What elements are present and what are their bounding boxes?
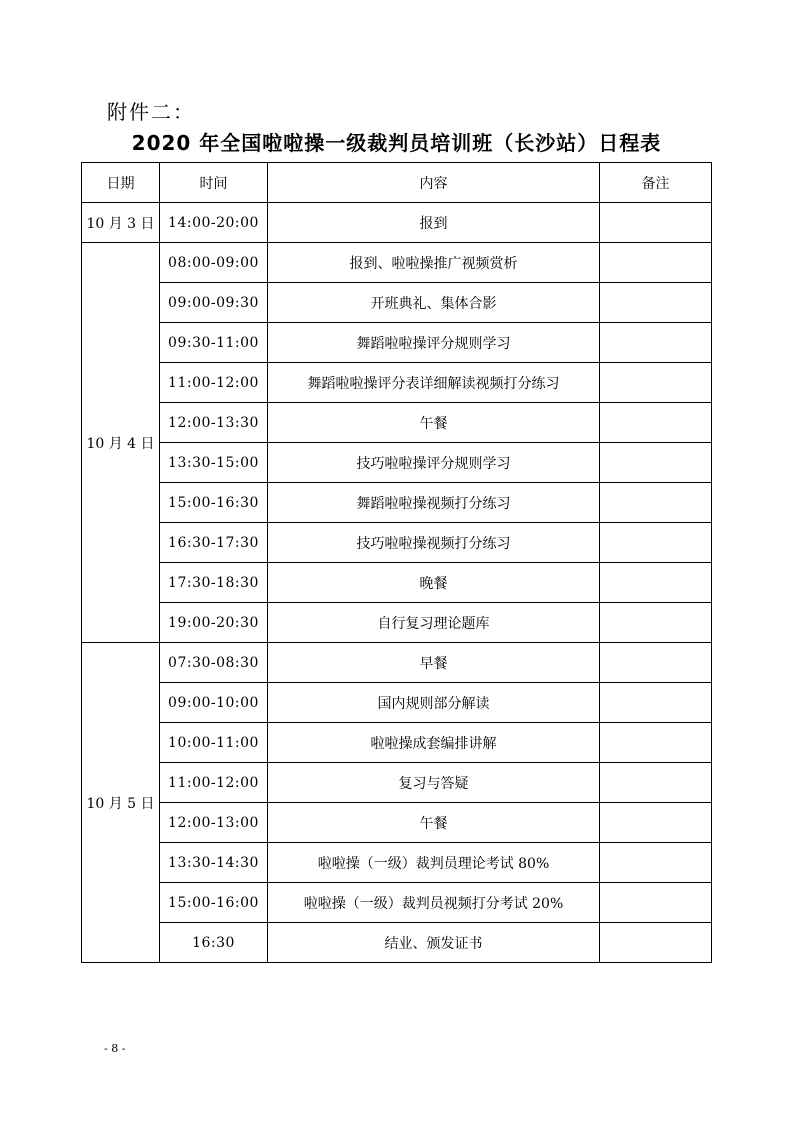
- remarks-cell: [600, 723, 712, 763]
- remarks-cell: [600, 483, 712, 523]
- time-cell: 09:30-11:00: [160, 323, 268, 363]
- time-cell: 10:00-11:00: [160, 723, 268, 763]
- schedule-table: [81, 162, 712, 963]
- content-cell: 啦啦操（一级）裁判员视频打分考试 20%: [268, 883, 600, 923]
- content-cell: 国内规则部分解读: [268, 683, 600, 723]
- time-cell: 15:00-16:00: [160, 883, 268, 923]
- header-time: 时间: [160, 163, 268, 203]
- remarks-cell: [600, 643, 712, 683]
- table-row: [82, 603, 712, 643]
- table-row: [82, 323, 712, 363]
- content-cell: 舞蹈啦啦操视频打分练习: [268, 483, 600, 523]
- content-cell: 午餐: [268, 403, 600, 443]
- header-date: 日期: [82, 163, 160, 203]
- remarks-cell: [600, 523, 712, 563]
- attachment-label: 附件二：: [107, 100, 195, 124]
- remarks-cell: [600, 403, 712, 443]
- table-row: [82, 803, 712, 843]
- content-cell: 午餐: [268, 803, 600, 843]
- time-cell: 09:00-10:00: [160, 683, 268, 723]
- content-cell: 报到、啦啦操推广视频赏析: [268, 243, 600, 283]
- content-cell: 舞蹈啦啦操评分规则学习: [268, 323, 600, 363]
- table-row: [82, 523, 712, 563]
- time-cell: 11:00-12:00: [160, 363, 268, 403]
- time-cell: 19:00-20:30: [160, 603, 268, 643]
- content-cell: 早餐: [268, 643, 600, 683]
- date-cell: 10 月 5 日: [82, 643, 160, 963]
- table-row: [82, 883, 712, 923]
- content-cell: 啦啦操（一级）裁判员理论考试 80%: [268, 843, 600, 883]
- time-cell: 13:30-15:00: [160, 443, 268, 483]
- remarks-cell: [600, 883, 712, 923]
- remarks-cell: [600, 243, 712, 283]
- time-cell: 08:00-09:00: [160, 243, 268, 283]
- table-row: [82, 723, 712, 763]
- table-row: [82, 683, 712, 723]
- content-cell: 报到: [268, 203, 600, 243]
- remarks-cell: [600, 283, 712, 323]
- date-cell: 10 月 3 日: [82, 203, 160, 243]
- table-row: [82, 363, 712, 403]
- content-cell: 舞蹈啦啦操评分表详细解读视频打分练习: [268, 363, 600, 403]
- time-cell: 15:00-16:30: [160, 483, 268, 523]
- content-cell: 晚餐: [268, 563, 600, 603]
- remarks-cell: [600, 843, 712, 883]
- content-cell: 啦啦操成套编排讲解: [268, 723, 600, 763]
- remarks-cell: [600, 443, 712, 483]
- content-cell: 自行复习理论题库: [268, 603, 600, 643]
- content-cell: 技巧啦啦操视频打分练习: [268, 523, 600, 563]
- table-row: [82, 563, 712, 603]
- remarks-cell: [600, 563, 712, 603]
- table-row: [82, 923, 712, 963]
- table-row: [82, 483, 712, 523]
- remarks-cell: [600, 603, 712, 643]
- time-cell: 12:00-13:30: [160, 403, 268, 443]
- table-row: [82, 243, 712, 283]
- time-cell: 14:00-20:00: [160, 203, 268, 243]
- table-row: [82, 403, 712, 443]
- table-row: [82, 203, 712, 243]
- time-cell: 07:30-08:30: [160, 643, 268, 683]
- table-row: [82, 283, 712, 323]
- time-cell: 09:00-09:30: [160, 283, 268, 323]
- page-number: - 8 -: [104, 1042, 126, 1055]
- header-remarks: 备注: [600, 163, 712, 203]
- remarks-cell: [600, 683, 712, 723]
- time-cell: 12:00-13:00: [160, 803, 268, 843]
- time-cell: 17:30-18:30: [160, 563, 268, 603]
- table-row: [82, 843, 712, 883]
- document-title: 2020 年全国啦啦操一级裁判员培训班（长沙站）日程表: [131, 131, 662, 155]
- remarks-cell: [600, 763, 712, 803]
- schedule-table-header: [82, 163, 712, 203]
- remarks-cell: [600, 323, 712, 363]
- remarks-cell: [600, 203, 712, 243]
- table-row: [82, 443, 712, 483]
- remarks-cell: [600, 923, 712, 963]
- content-cell: 复习与答疑: [268, 763, 600, 803]
- time-cell: 16:30-17:30: [160, 523, 268, 563]
- time-cell: 13:30-14:30: [160, 843, 268, 883]
- remarks-cell: [600, 803, 712, 843]
- header-content: 内容: [268, 163, 600, 203]
- table-row: [82, 643, 712, 683]
- remarks-cell: [600, 363, 712, 403]
- header-row: [82, 163, 712, 203]
- time-cell: 11:00-12:00: [160, 763, 268, 803]
- content-cell: 开班典礼、集体合影: [268, 283, 600, 323]
- time-cell: 16:30: [160, 923, 268, 963]
- schedule-table-body: [82, 203, 712, 963]
- date-cell: 10 月 4 日: [82, 243, 160, 643]
- content-cell: 结业、颁发证书: [268, 923, 600, 963]
- content-cell: 技巧啦啦操评分规则学习: [268, 443, 600, 483]
- table-row: [82, 763, 712, 803]
